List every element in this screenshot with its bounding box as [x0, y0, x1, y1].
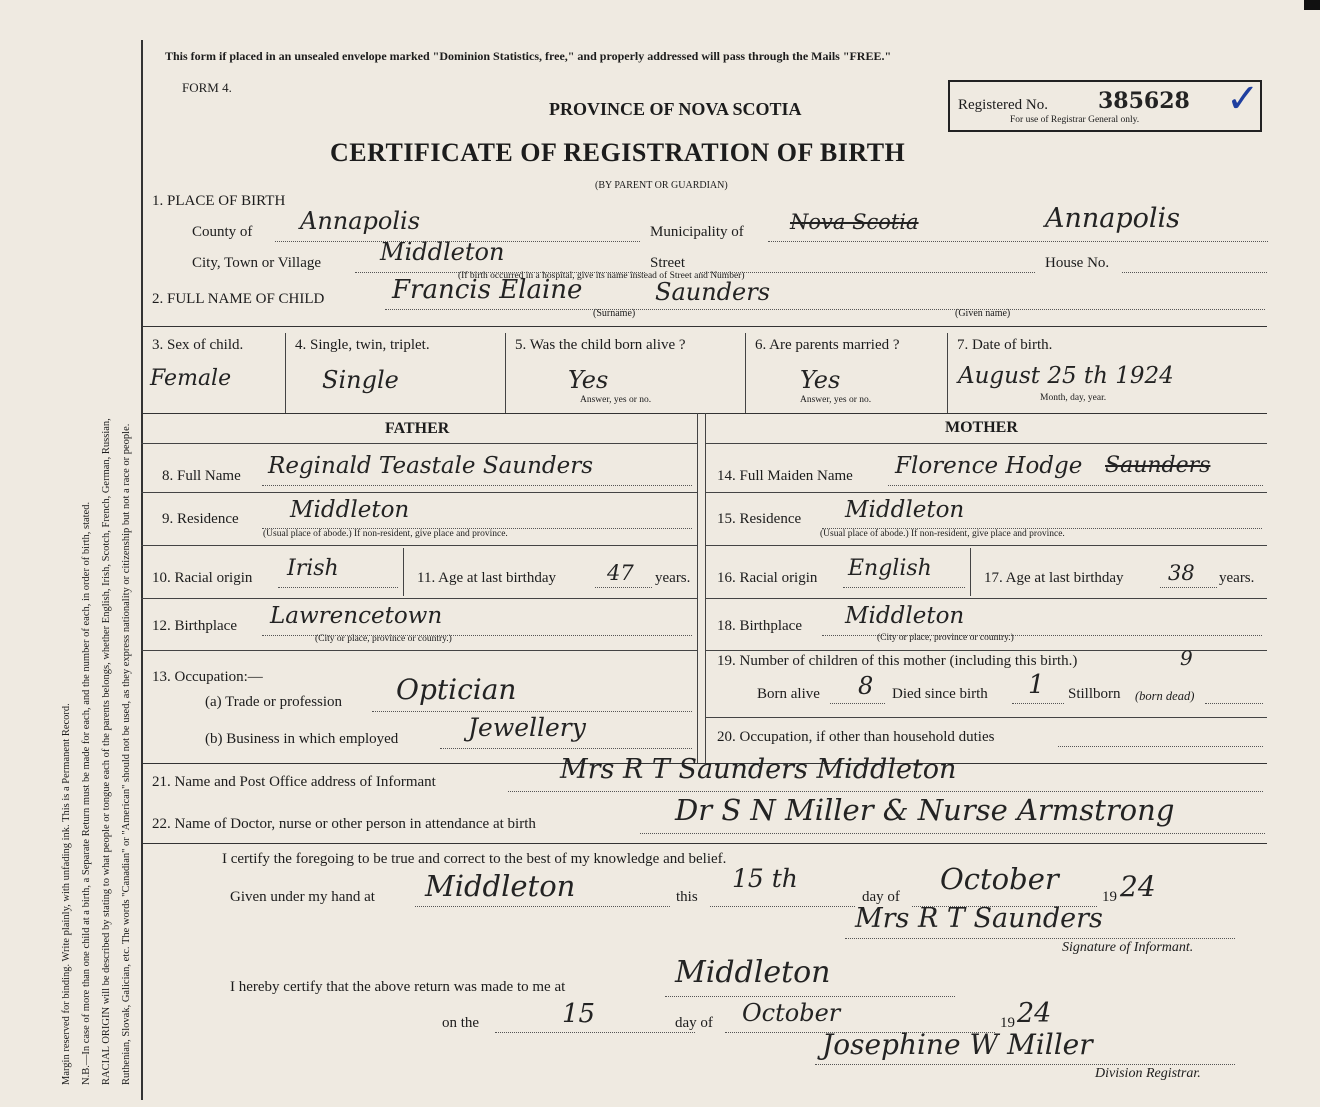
trade-line: [372, 711, 692, 712]
born-alive-caption: Answer, yes or no.: [580, 395, 652, 405]
trade-value: Optician: [396, 673, 517, 706]
county-value: Annapolis: [300, 207, 421, 235]
house-label: House No.: [1045, 255, 1110, 271]
born-alive-count-value: 8: [858, 672, 874, 700]
form-number: FORM 4.: [182, 80, 232, 95]
mother-residence-label: 15. Residence: [717, 511, 802, 527]
father-abode-caption: (Usual place of abode.) If non-resident, give place and province.: [263, 529, 508, 539]
business-label: (b) Business in which employed: [205, 731, 399, 747]
attendant-line: [640, 833, 1265, 834]
mother-years-label: years.: [1219, 570, 1255, 586]
father-racial-label: 10. Racial origin: [152, 570, 253, 586]
municipality-line: [768, 241, 1268, 242]
mail-note: This form if placed in an unsealed envelope marked "Dominion Statistics, free," and properly addressed will pass through the Mails "FREE.": [165, 49, 892, 63]
father-years-label: years.: [655, 570, 691, 586]
parents-married-value: Yes: [800, 366, 841, 394]
municipality-label: Municipality of: [650, 224, 744, 240]
died-label: Died since birth: [892, 686, 988, 702]
business-line: [440, 748, 692, 749]
trade-label: (a) Trade or profession: [205, 694, 343, 710]
mother-name-value: Florence Hodge: [895, 453, 1083, 479]
mother-age-label: 17. Age at last birthday: [984, 570, 1124, 586]
father-mother-divider-2: [705, 413, 706, 763]
mother-age-line: [1160, 587, 1217, 588]
cert-day-line: [710, 906, 855, 907]
rule-m19: [705, 717, 1267, 718]
rule-f8: [141, 492, 697, 493]
street-label: Street: [650, 255, 685, 271]
informant-line: [508, 791, 1263, 792]
business-value: Jewellery: [468, 713, 586, 742]
registrar-signature-line: [815, 1064, 1235, 1065]
cert-day-of-label: day of: [862, 889, 900, 905]
registrar-day-line: [495, 1032, 695, 1033]
occupation-label: 13. Occupation:—: [152, 669, 263, 685]
margin-note-2: N.B.—In case of more than one child at a birth, a Separate Return must be made for each, and the number of each, in order of birth, stated.: [81, 501, 92, 1085]
father-age-value: 47: [607, 561, 634, 585]
plurality-label: 4. Single, twin, triplet.: [295, 337, 430, 353]
born-alive-label: 5. Was the child born alive ?: [515, 337, 686, 353]
child-name-label: 2. FULL NAME OF CHILD: [152, 291, 325, 307]
father-age-label: 11. Age at last birthday: [417, 570, 556, 586]
mother-abode-caption: (Usual place of abode.) If non-resident, give place and province.: [820, 529, 1065, 539]
attendant-label: 22. Name of Doctor, nurse or other person in attendance at birth: [152, 816, 536, 832]
child-given-name: Francis Elaine: [392, 275, 583, 305]
sex-label: 3. Sex of child.: [152, 337, 244, 353]
informant-signature-line: [845, 938, 1235, 939]
father-heading: FATHER: [385, 420, 450, 437]
rule-f10: [141, 598, 697, 599]
cert-month-value: October: [940, 862, 1059, 896]
divider-6-7: [947, 333, 948, 413]
house-line: [1122, 272, 1267, 273]
father-birthplace-value: Lawrencetown: [270, 603, 443, 629]
mother-racial-value: English: [848, 556, 932, 581]
mother-racial-label: 16. Racial origin: [717, 570, 818, 586]
dob-label: 7. Date of birth.: [957, 337, 1053, 353]
given-place-value: Middleton: [425, 869, 576, 903]
rule-under-headings-left: [141, 443, 697, 444]
father-age-line: [595, 587, 652, 588]
registrar-year-prefix: 19: [1000, 1015, 1015, 1031]
mother-occupation-line: [1058, 746, 1263, 747]
father-birthplace-label: 12. Birthplace: [152, 618, 237, 634]
father-name-label: 8. Full Name: [162, 468, 241, 484]
father-racial-line: [278, 587, 398, 588]
hospital-note: (If birth occurred in a hospital, give its name instead of Street and Number): [458, 271, 745, 281]
check-mark: ✓: [1226, 76, 1260, 122]
father-residence-label: 9. Residence: [162, 511, 239, 527]
registrar-statement: I hereby certify that the above return was made to me at: [230, 979, 566, 995]
died-line: [1012, 703, 1064, 704]
registrar-day: 15: [562, 999, 596, 1029]
rule-after-details: [141, 413, 1267, 414]
attendant-value: Dr S N Miller & Nurse Armstrong: [675, 793, 1175, 827]
sex-value: Female: [150, 366, 232, 391]
certificate-title: CERTIFICATE OF REGISTRATION OF BIRTH: [330, 138, 906, 167]
given-place-line: [415, 906, 670, 907]
county-label: County of: [192, 224, 253, 240]
mother-name-struck: Saunders: [1105, 453, 1211, 478]
rule-under-headings-right: [705, 443, 1267, 444]
margin-note-1: Margin reserved for binding. Write plainly, with unfading ink. This is a Permanent Record.: [61, 703, 72, 1085]
street-line: [700, 272, 1035, 273]
registrar-on-the-label: on the: [442, 1015, 480, 1031]
mother-age-value: 38: [1168, 561, 1195, 585]
dob-value: August 25 th 1924: [958, 363, 1174, 389]
divider-f10: [403, 548, 404, 596]
father-residence-value: Middleton: [290, 497, 410, 523]
cert-year-prefix: 19: [1102, 889, 1117, 905]
binding-hole: [1304, 0, 1320, 10]
mother-birthplace-caption: (City or place, province or country.): [877, 633, 1014, 643]
rule-f12: [141, 650, 697, 651]
cert-day-value: 15 th: [732, 864, 798, 893]
rule-before-certification: [141, 843, 1267, 844]
divider-3-4: [285, 333, 286, 413]
informant-label: 21. Name and Post Office address of Informant: [152, 774, 436, 790]
father-birthplace-caption: (City or place, province or country.): [315, 634, 452, 644]
mother-birthplace-label: 18. Birthplace: [717, 618, 802, 634]
registrar-year-suffix: 24: [1017, 998, 1052, 1029]
born-alive-count-label: Born alive: [757, 686, 820, 702]
mother-heading: MOTHER: [945, 419, 1018, 436]
mother-name-line: [888, 485, 1263, 486]
registrar-month: October: [742, 999, 841, 1027]
given-under-label: Given under my hand at: [230, 889, 375, 905]
father-racial-value: Irish: [287, 556, 339, 581]
children-count-value: 9: [1180, 646, 1193, 670]
mother-residence-value: Middleton: [845, 497, 965, 523]
mother-birthplace-value: Middleton: [845, 603, 965, 629]
city-value: Middleton: [380, 238, 505, 266]
died-value: 1: [1028, 670, 1045, 700]
father-name-value: Reginald Teastale Saunders: [268, 453, 594, 479]
plurality-value: Single: [322, 366, 399, 394]
divider-m16: [970, 548, 971, 596]
informant-signature: Mrs R T Saunders: [855, 903, 1103, 934]
child-name-line: [385, 309, 1265, 310]
dob-caption: Month, day, year.: [1040, 393, 1107, 403]
municipality-struck: Nova Scotia: [790, 210, 919, 234]
parents-married-caption: Answer, yes or no.: [800, 395, 872, 405]
place-of-birth-label: 1. PLACE OF BIRTH: [152, 193, 286, 209]
cert-year-suffix: 24: [1120, 870, 1156, 903]
this-label: this: [676, 889, 698, 905]
divider-4-5: [505, 333, 506, 413]
father-mother-divider: [697, 413, 698, 763]
children-count-label: 19. Number of children of this mother (including this birth.): [717, 653, 1078, 669]
certificate-subtitle: (BY PARENT OR GUARDIAN): [595, 180, 728, 191]
registered-value: 385628: [1098, 88, 1190, 114]
surname-caption: (Surname): [593, 308, 636, 319]
registrar-place-line: [665, 996, 955, 997]
informant-value: Mrs R T Saunders Middleton: [560, 754, 957, 785]
municipality-value: Annapolis: [1045, 203, 1181, 234]
rule-after-name: [141, 326, 1267, 327]
registered-number-box: [948, 80, 1262, 132]
divider-5-6: [745, 333, 746, 413]
stillborn-line: [1205, 703, 1263, 704]
registrar-place: Middleton: [675, 955, 831, 990]
rule-m16: [705, 598, 1267, 599]
mother-racial-line: [843, 587, 965, 588]
born-alive-count-line: [830, 703, 885, 704]
city-label: City, Town or Village: [192, 255, 322, 271]
margin-note-3: RACIAL ORIGIN will be described by stating to what people or tongue each of the parents belongs, whether English, Irish, Scotch, French, German, Russian,: [101, 418, 112, 1085]
margin-note-4: Ruthenian, Slovak, Galician, etc. The words "Canadian" or "American" should not be used, as they express nationality or citizenship but not a race or people.: [121, 423, 132, 1085]
rule-f9: [141, 545, 697, 546]
rule-m14: [705, 492, 1267, 493]
born-alive-value: Yes: [568, 366, 609, 394]
mother-occupation-label: 20. Occupation, if other than household duties: [717, 729, 995, 745]
registrar-caption: Division Registrar.: [1095, 1066, 1201, 1081]
registrar-signature: Josephine W Miller: [822, 1028, 1093, 1061]
province-heading: PROVINCE OF NOVA SCOTIA: [549, 99, 802, 119]
signature-caption: Signature of Informant.: [1062, 940, 1194, 955]
margin-rule: [141, 40, 143, 1100]
child-surname: Saunders: [655, 278, 771, 306]
mother-name-label: 14. Full Maiden Name: [717, 468, 853, 484]
registrar-use-note: For use of Registrar General only.: [1010, 115, 1140, 125]
rule-m15: [705, 545, 1267, 546]
registered-label: Registered No.: [958, 97, 1048, 113]
stillborn-label: Stillborn: [1068, 686, 1121, 702]
given-name-caption: (Given name): [955, 308, 1011, 319]
parents-married-label: 6. Are parents married ?: [755, 337, 900, 353]
registrar-day-of-label: day of: [675, 1015, 713, 1031]
stillborn-note: (born dead): [1135, 689, 1195, 703]
father-name-line: [262, 485, 692, 486]
certification-statement: I certify the foregoing to be true and correct to the best of my knowledge and belief.: [222, 851, 727, 867]
